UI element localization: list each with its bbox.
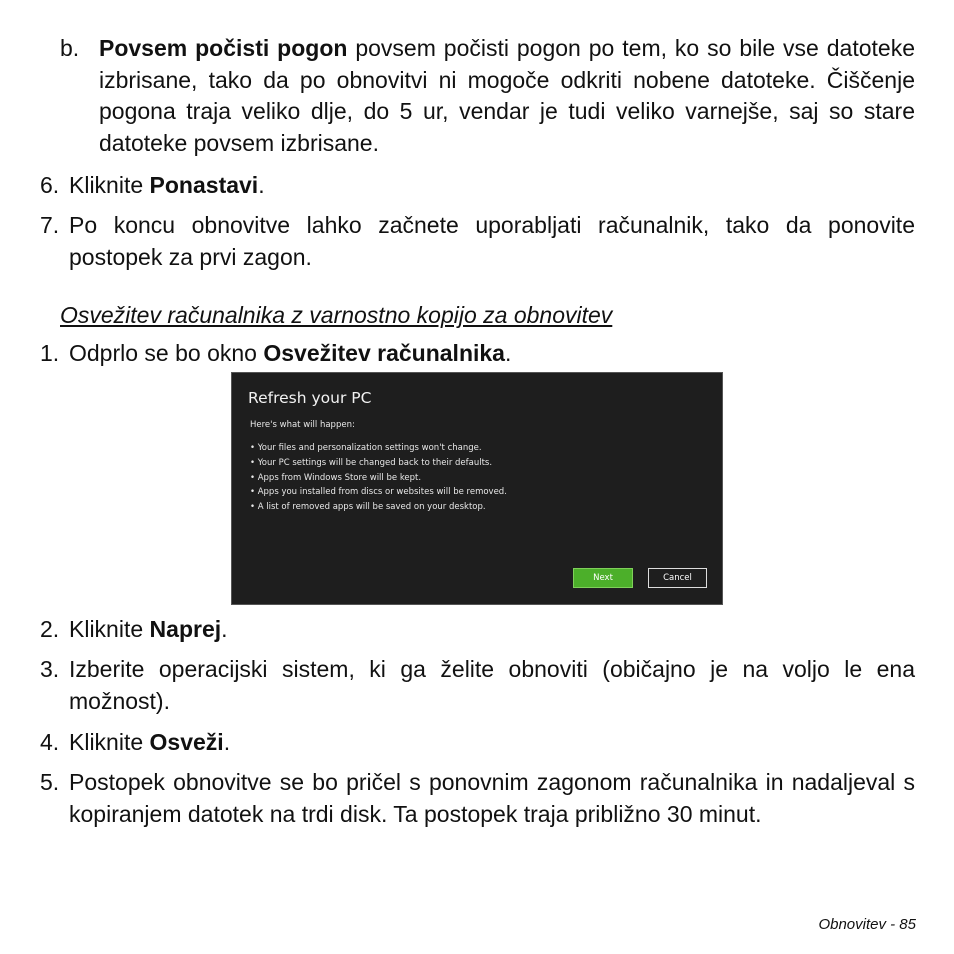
dialog-bullet: • Apps you installed from discs or websites will be removed. (250, 487, 507, 498)
item-number: 6. (40, 172, 60, 198)
dialog-bullet-list (250, 441, 507, 515)
list-item-step-5 (40, 767, 915, 830)
dialog-title: Refresh your PC (248, 389, 372, 407)
list-item-step-1 (40, 338, 915, 370)
list-item-step-2 (40, 614, 915, 646)
item-text-end: . (504, 340, 512, 366)
item-number: 2. (40, 616, 60, 642)
item-number: 3. (40, 656, 60, 682)
list-item-b (60, 33, 915, 159)
item-number: 7. (40, 212, 60, 238)
item-text: Kliknite (69, 729, 150, 755)
dialog-bullet: • Your files and personalization settings won't change. (250, 443, 482, 453)
item-text-end: . (258, 172, 265, 198)
list-item-step-3 (40, 654, 915, 717)
item-bold-term: Osveži (149, 729, 224, 755)
item-text: Kliknite (69, 616, 150, 642)
item-text: Kliknite (69, 172, 150, 198)
item-bold-term: Naprej (149, 616, 222, 642)
item-bold-term: Povsem počisti pogon (99, 35, 348, 61)
item-bold-term: Osvežitev računalnika (263, 340, 505, 366)
cancel-button[interactable]: Cancel (648, 568, 707, 588)
section-heading: Osvežitev računalnika z varnostno kopijo za obnovitev (60, 302, 613, 328)
list-item-step-4 (40, 727, 915, 759)
dialog-bullet: • Apps from Windows Store will be kept. (250, 472, 422, 483)
item-text: Po koncu obnovitve lahko začnete uporabljati računalnik, tako da ponovite postopek za prvi zagon. (69, 212, 915, 270)
item-number: 1. (40, 340, 60, 366)
next-button[interactable]: Next (573, 568, 633, 588)
refresh-pc-dialog (231, 372, 723, 605)
item-text: Odprlo se bo okno (69, 340, 264, 366)
item-number: 4. (40, 729, 60, 755)
list-item-step-7 (40, 210, 915, 273)
item-text: povsem počisti pogon po tem, ko so bile vse datoteke izbrisane, tako da po obnovitvi ni mogoče odkriti nobene datoteke. Čiščenje pogona traja veliko dlje, do 5 ur, vendar je tudi veliko varnejše, saj so stare datoteke povsem izbrisane. (99, 35, 915, 156)
item-text: Postopek obnovitve se bo pričel s ponovnim zagonom računalnika in nadaljeval s kopiranjem datotek na trdi disk. Ta postopek traja približno 30 minut. (69, 769, 915, 827)
list-item-step-6 (40, 170, 915, 202)
dialog-subtitle: Here's what will happen: (250, 420, 355, 430)
item-number: 5. (40, 769, 60, 795)
item-bold-term: Ponastavi (149, 172, 259, 198)
page-footer: Obnovitev - 85 (818, 916, 916, 933)
item-text-end: . (221, 616, 228, 642)
item-text: Izberite operacijski sistem, ki ga želite obnoviti (običajno je na voljo le ena možnost). (69, 656, 915, 714)
dialog-bullet: • A list of removed apps will be saved on your desktop. (250, 502, 486, 513)
item-marker: b. (60, 35, 80, 61)
item-text-end: . (223, 729, 231, 755)
dialog-bullet: • Your PC settings will be changed back to their defaults. (250, 457, 493, 468)
